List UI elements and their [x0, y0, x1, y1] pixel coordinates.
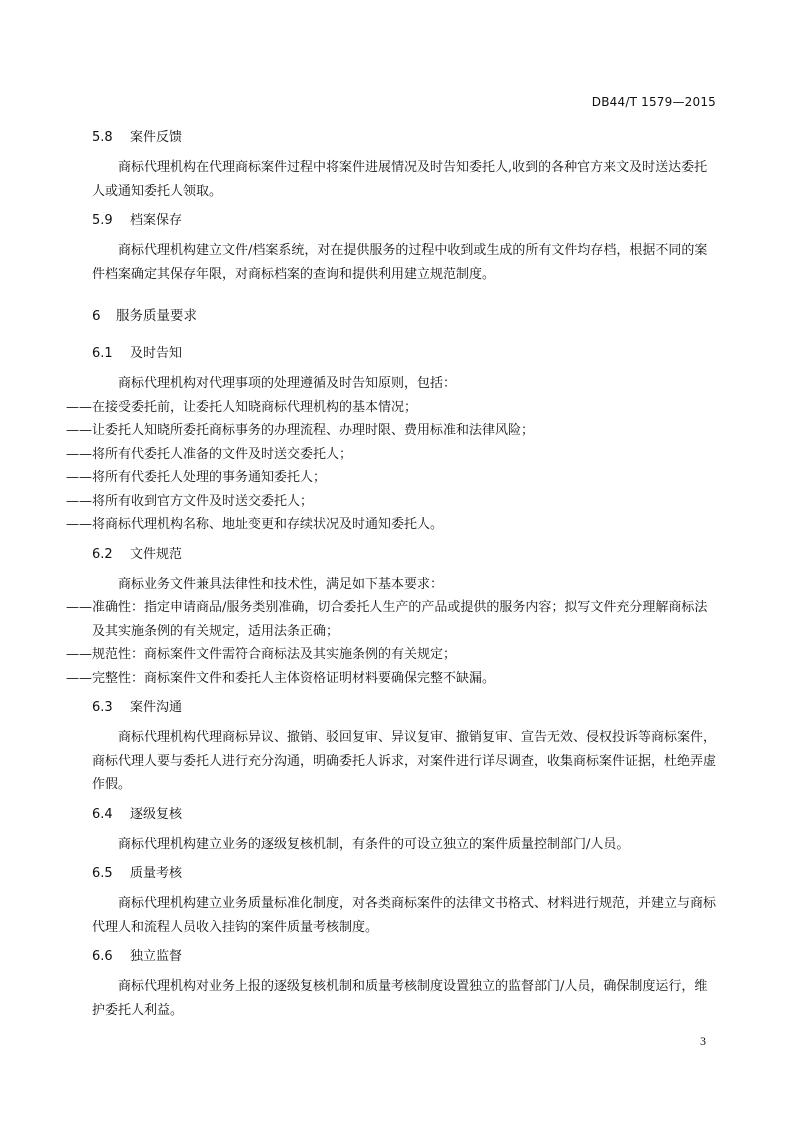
section-number: 6.1: [92, 346, 113, 361]
page-body: [66, 128, 720, 1022]
section-title: 及时告知: [130, 346, 183, 361]
list-item: ——规范性：商标案件文件需符合商标法及其实施条例的有关规定；: [66, 647, 457, 662]
section-title: 独立监督: [130, 949, 183, 964]
section-5-9-paragraph: 商标代理机构建立文件/档案系统，对在提供服务的过程中收到或生成的所有文件均存档，根据不同的案件档案确定其保存年限，对商标档案的查询和提供利用建立规范制度。: [92, 243, 708, 282]
document-code-header: DB44/T 1579—2015: [591, 95, 716, 109]
section-6-1-list: [66, 396, 720, 537]
section-6-3-paragraph: 商标代理机构代理商标异议、撤销、驳回复审、异议复审、撤销复审、宣告无效、侵权投诉等商标案件，商标代理人要与委托人进行充分沟通，明确委托人诉求，对案件进行详尽调查，收集商标案件证据，杜绝弄虚作假。: [92, 730, 717, 792]
section-6-1-heading: [92, 344, 720, 364]
section-number: 6.5: [92, 866, 113, 881]
list-item: ——准确性：指定申请商品/服务类别准确，切合委托人生产的产品或提供的服务内容；拟写文件充分理解商标法及其实施条例的有关规定，适用法条正确；: [66, 600, 708, 639]
list-item: ——完整性：商标案件文件和委托人主体资格证明材料要确保完整不缺漏。: [66, 670, 496, 686]
section-title: 逐级复核: [130, 806, 183, 822]
section-5-9-heading: [92, 211, 720, 231]
section-number: 6.3: [92, 700, 113, 715]
section-6-1-intro: 商标代理机构对代理事项的处理遵循及时告知原则，包括：: [118, 376, 457, 391]
section-6-6-paragraph: 商标代理机构对业务上报的逐级复核机制和质量考核制度设置独立的监督部门/人员，确保制度运行，维护委托人利益。: [92, 979, 708, 1018]
chapter-6-heading: [92, 306, 720, 326]
section-6-5-paragraph: 商标代理机构建立业务质量标准化制度，对各类商标案件的法律文书格式、材料进行规范，并建立与商标代理人和流程人员收入挂钩的案件质量考核制度。: [92, 896, 717, 935]
section-6-2-heading: [92, 545, 720, 565]
list-item: ——将所有代委托人处理的事务通知委托人；: [66, 470, 327, 485]
chapter-number: 6: [92, 308, 101, 324]
section-5-8-heading: [92, 128, 720, 148]
section-title: 案件沟通: [130, 700, 183, 715]
section-6-4-paragraph: 商标代理机构建立业务的逐级复核机制，有条件的可设立独立的案件质量控制部门/人员。: [118, 836, 630, 852]
section-title: 文件规范: [130, 546, 183, 562]
list-item: ——将所有代委托人准备的文件及时送交委托人；: [66, 446, 353, 462]
section-6-6-heading: [92, 947, 720, 967]
section-number: 6.4: [92, 806, 113, 822]
list-item: ——将所有收到官方文件及时送交委托人；: [66, 493, 314, 509]
section-6-2-intro: 商标业务文件兼具法律性和技术性，满足如下基本要求：: [118, 576, 444, 592]
section-6-5-heading: [92, 864, 720, 884]
page-number: 3: [700, 1034, 706, 1048]
section-6-2-list: [66, 596, 720, 690]
section-title: 档案保存: [130, 213, 183, 228]
section-title: 质量考核: [130, 866, 183, 881]
section-number: 6.6: [92, 949, 113, 964]
chapter-title: 服务质量要求: [116, 308, 197, 324]
section-number: 5.8: [92, 130, 113, 145]
section-6-3-heading: [92, 698, 720, 718]
list-item: ——让委托人知晓所委托商标事务的办理流程、办理时限、费用标准和法律风险；: [66, 423, 535, 438]
section-number: 6.2: [92, 546, 113, 562]
section-number: 5.9: [92, 213, 113, 228]
list-item: ——在接受委托前，让委托人知晓商标代理机构的基本情况；: [66, 399, 418, 415]
section-5-8-paragraph: 商标代理机构在代理商标案件过程中将案件进展情况及时告知委托人,收到的各种官方来文及时送达委托人或通知委托人领取。: [92, 160, 708, 199]
section-6-4-heading: [92, 805, 720, 825]
list-item: ——将商标代理机构名称、地址变更和存续状况及时通知委托人。: [66, 517, 444, 532]
section-title: 案件反馈: [130, 130, 183, 145]
